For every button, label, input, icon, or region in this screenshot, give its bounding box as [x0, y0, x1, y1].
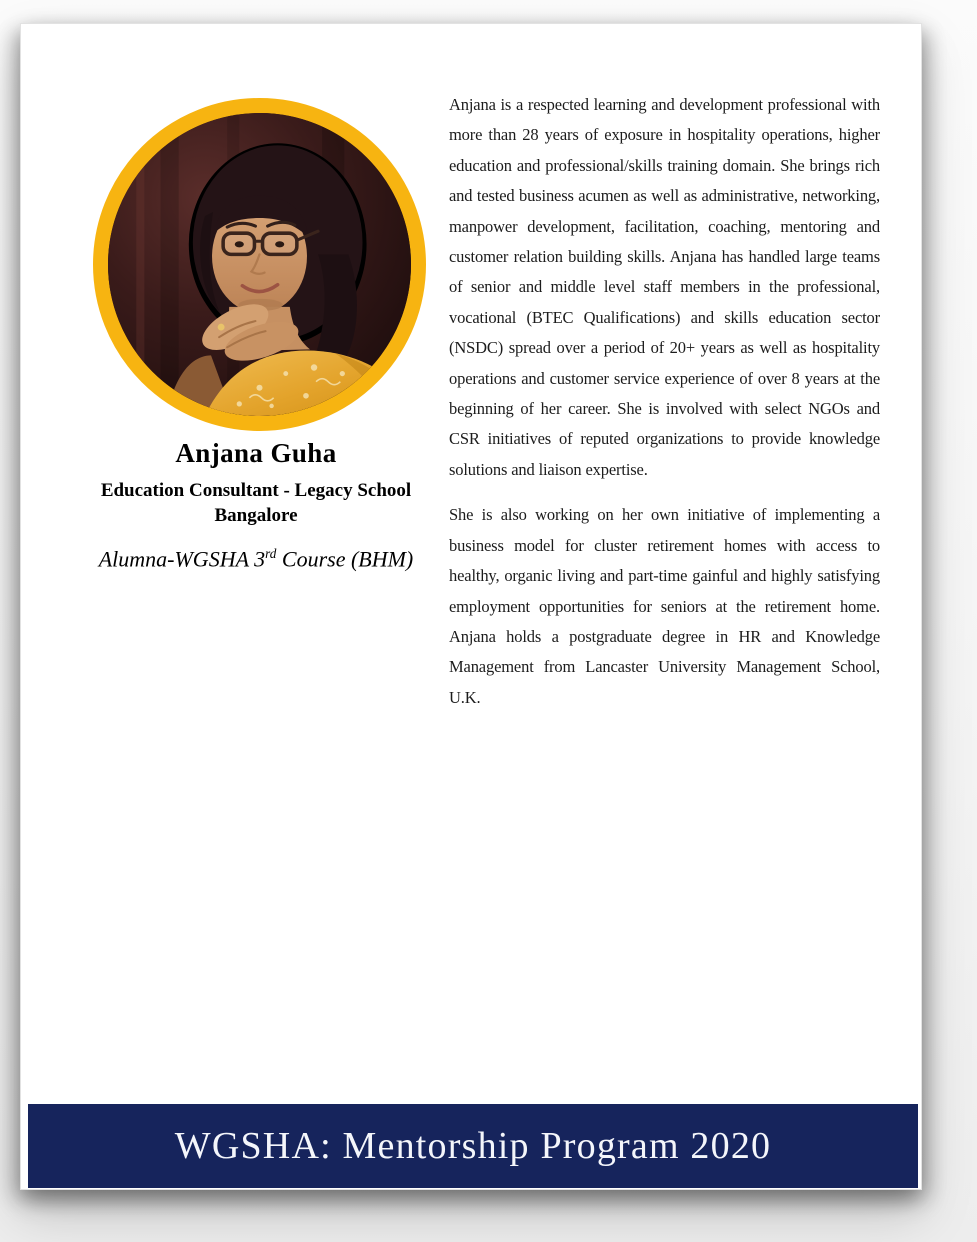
mentor-photo — [108, 113, 411, 416]
identity-block — [51, 436, 461, 573]
mentor-alumni-line — [51, 540, 461, 573]
mentor-alumni-ordinal: rd — [265, 546, 277, 561]
footer-banner-title: WGSHA: Mentorship Program 2020 — [174, 1125, 772, 1167]
mentor-name: Anjana Guha — [175, 438, 337, 468]
bio-paragraph-2: She is also working on her own initiative of implementing a business model for cluster retirement homes with access to healthy, organic living and part-time gainful and highly satisfying employment opportunities for seniors at the retirement home. Anjana holds a postgraduate degree in HR and Knowledge Management from Lancaster University Management School, U.K. — [449, 505, 880, 707]
bio-section — [449, 90, 880, 713]
mentor-alumni-suffix: Course (BHM) — [276, 546, 414, 572]
mentor-title-line1: Education Consultant - Legacy School — [100, 480, 412, 501]
mentor-photo-ring — [93, 98, 426, 431]
footer-banner — [28, 1104, 918, 1188]
mentor-title-line2: Bangalore — [214, 505, 298, 526]
mentor-title — [51, 478, 461, 528]
document-page — [20, 23, 922, 1190]
bio-paragraph-1: Anjana is a respected learning and development professional with more than 28 years of exposure in hospitality operations, higher education and professional/skills training domain. She brings rich and tested business acumen as well as administrative, networking, manpower development, facilitation, coaching, mentoring and customer relation building skills. Anjana has handled large teams of senior and middle level staff members in the professional, vocational (BTEC Qualifications) and skills education sector (NSDC) spread over a period of 20+ years as well as hospitality operations and customer service experience of over 8 years at the beginning of her career. She is involved with select NGOs and CSR initiatives of reputed organizations to provide knowledge solutions and liaison expertise. — [449, 95, 880, 479]
mentor-alumni-prefix: Alumna-WGSHA 3 — [98, 546, 266, 572]
